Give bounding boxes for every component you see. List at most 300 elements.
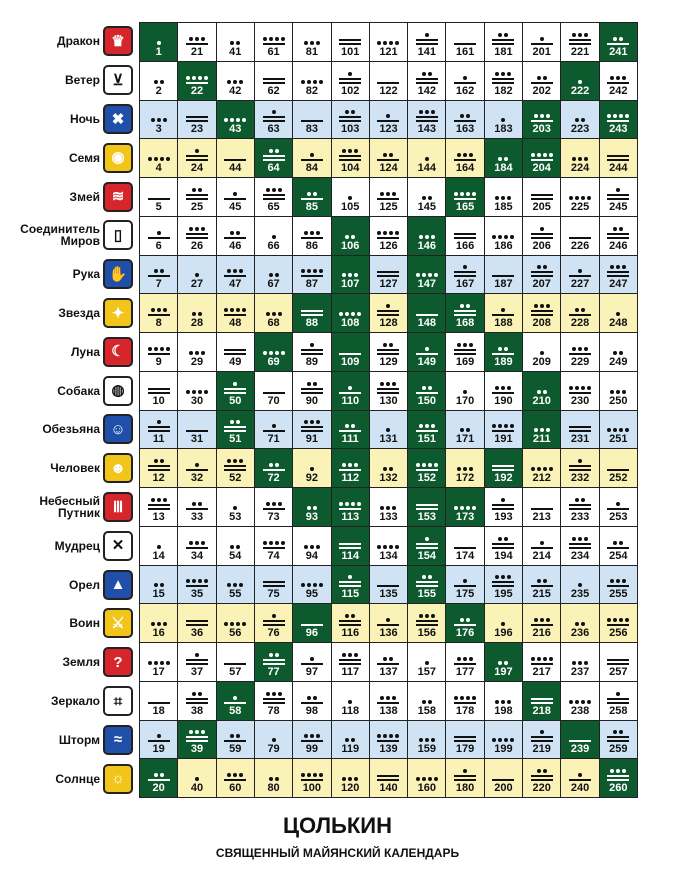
tone-symbol [186, 227, 208, 239]
day-number: 55 [229, 588, 242, 601]
day-cell [293, 62, 330, 100]
tone-symbol [531, 541, 553, 549]
day-cell [523, 682, 560, 720]
day-cell [446, 759, 483, 797]
tone-symbol [531, 194, 553, 200]
day-cell [523, 333, 560, 371]
tone-symbol [492, 347, 514, 355]
day-number: 93 [305, 510, 318, 523]
day-cell [561, 256, 598, 294]
day-number: 70 [267, 394, 280, 407]
tone-symbol [263, 614, 285, 626]
day-number: 229 [570, 355, 590, 368]
day-cell [600, 721, 637, 759]
day-cell [523, 101, 560, 139]
seal-label: Рука [72, 267, 100, 282]
day-cell [370, 217, 407, 255]
day-cell [217, 62, 254, 100]
day-number: 117 [341, 665, 360, 678]
tone-symbol [224, 696, 246, 704]
day-number: 178 [455, 704, 475, 717]
day-number: 133 [379, 510, 398, 523]
day-number: 192 [494, 472, 513, 484]
tone-symbol [575, 118, 585, 122]
day-number: 68 [267, 317, 280, 329]
seal-label: Солнце [55, 771, 100, 786]
day-cell [561, 759, 598, 797]
day-number: 146 [417, 239, 436, 252]
tone-symbol [569, 773, 591, 781]
day-cell [485, 294, 522, 332]
day-cell [446, 101, 483, 139]
day-number: 179 [455, 743, 475, 756]
day-cell [332, 178, 369, 216]
tone-symbol [416, 537, 438, 549]
tone-symbol [607, 428, 629, 432]
tone-symbol [531, 265, 553, 277]
day-cell [600, 566, 637, 604]
day-cell [332, 566, 369, 604]
seal-label: Мудрец [54, 538, 100, 553]
day-cell [370, 566, 407, 604]
tone-symbol [495, 196, 511, 200]
day-number: 89 [305, 355, 318, 368]
tone-symbol [224, 459, 246, 471]
day-cell [370, 759, 407, 797]
day-number: 96 [305, 627, 318, 639]
day-number: 181 [494, 45, 513, 58]
day-number: 87 [305, 278, 318, 291]
day-cell [140, 682, 177, 720]
day-number: 46 [229, 239, 242, 252]
day-cell [178, 566, 215, 604]
day-number: 82 [305, 84, 318, 97]
day-number: 22 [190, 84, 204, 97]
day-number: 248 [609, 317, 628, 329]
tone-symbol [230, 41, 240, 45]
day-number: 147 [417, 278, 436, 291]
day-number: 65 [267, 200, 280, 213]
day-cell [561, 604, 598, 642]
day-number: 140 [379, 782, 398, 794]
day-number: 249 [609, 355, 628, 368]
day-cell [178, 449, 215, 487]
day-number: 25 [190, 200, 204, 213]
tone-symbol [495, 700, 511, 704]
day-number: 244 [609, 162, 628, 174]
day-cell [446, 721, 483, 759]
day-number: 186 [494, 239, 513, 252]
day-number: 105 [341, 200, 360, 213]
tone-symbol [377, 657, 399, 665]
seal-label: Воин [69, 616, 100, 631]
day-number: 78 [267, 704, 280, 717]
day-cell [178, 333, 215, 371]
tone-symbol [607, 265, 629, 277]
tone-symbol [416, 72, 438, 84]
day-cell [140, 217, 177, 255]
day-cell [370, 488, 407, 526]
day-number: 84 [305, 162, 318, 174]
tone-symbol [224, 773, 246, 781]
day-cell [370, 178, 407, 216]
day-cell [255, 333, 292, 371]
day-number: 222 [570, 84, 590, 97]
day-number: 26 [190, 239, 204, 252]
day-number: 148 [417, 317, 436, 329]
day-number: 13 [152, 510, 165, 523]
human-glyph-icon: ☻ [103, 453, 133, 483]
day-cell [523, 527, 560, 565]
day-cell [561, 333, 598, 371]
tone-symbol [224, 349, 246, 355]
day-number: 167 [455, 278, 475, 291]
day-cell [561, 527, 598, 565]
day-number: 53 [229, 510, 242, 523]
day-cell [178, 759, 215, 797]
tone-symbol [157, 41, 161, 45]
day-cell [600, 372, 637, 410]
tone-symbol [301, 696, 323, 704]
day-cell [523, 256, 560, 294]
seal-label: Собака [57, 383, 100, 398]
day-number: 31 [190, 433, 204, 446]
tone-symbol [301, 192, 323, 200]
day-cell [446, 217, 483, 255]
tone-symbol [578, 80, 582, 84]
day-number: 236 [570, 627, 590, 639]
day-cell [293, 23, 330, 61]
day-number: 54 [229, 549, 242, 562]
day-number: 95 [305, 588, 318, 601]
day-cell [332, 23, 369, 61]
day-cell [140, 333, 177, 371]
tone-symbol [607, 579, 629, 587]
day-number: 183 [494, 123, 513, 136]
tone-symbol [263, 110, 285, 122]
day-cell [293, 604, 330, 642]
day-cell [485, 566, 522, 604]
day-number: 129 [379, 355, 398, 368]
tone-symbol [454, 343, 476, 355]
tone-symbol [186, 37, 208, 45]
day-cell [370, 604, 407, 642]
day-number: 208 [532, 317, 551, 329]
day-cell [178, 178, 215, 216]
day-cell [255, 566, 292, 604]
day-cell [140, 62, 177, 100]
tone-symbol [263, 653, 285, 665]
day-number: 152 [417, 472, 436, 484]
day-number: 253 [609, 510, 628, 523]
day-cell [523, 294, 560, 332]
day-number: 18 [152, 704, 165, 717]
tone-symbol [263, 692, 285, 704]
tone-symbol [454, 192, 476, 200]
day-number: 75 [267, 588, 280, 601]
tone-symbol [531, 508, 553, 510]
tone-symbol [531, 579, 553, 587]
day-number: 134 [379, 549, 398, 562]
day-cell [332, 643, 369, 681]
day-number: 108 [341, 317, 360, 329]
tone-symbol [492, 465, 514, 471]
tone-symbol [148, 308, 170, 316]
day-number: 223 [570, 123, 590, 136]
day-cell [370, 101, 407, 139]
day-number: 35 [190, 588, 204, 601]
day-number: 231 [570, 433, 590, 446]
day-cell [600, 294, 637, 332]
day-number: 51 [229, 433, 242, 446]
day-number: 11 [152, 433, 165, 446]
day-number: 100 [302, 782, 322, 794]
tone-symbol [569, 308, 591, 316]
day-cell [140, 411, 177, 449]
tone-symbol [569, 196, 591, 200]
tone-symbol [148, 269, 170, 277]
tone-symbol [540, 351, 544, 355]
day-cell [332, 372, 369, 410]
tone-symbol [339, 543, 361, 549]
day-number: 138 [379, 704, 398, 717]
day-cell [408, 721, 445, 759]
day-number: 19 [152, 743, 165, 756]
day-cell [255, 23, 292, 61]
day-number: 227 [570, 278, 590, 291]
day-number: 169 [455, 355, 475, 368]
day-number: 203 [532, 123, 551, 136]
day-number: 90 [305, 394, 318, 407]
day-number: 170 [455, 394, 475, 407]
day-number: 121 [379, 45, 398, 58]
day-cell [140, 527, 177, 565]
day-number: 156 [417, 627, 436, 639]
day-number: 150 [417, 394, 436, 407]
tone-symbol [151, 622, 167, 626]
day-number: 180 [455, 782, 475, 794]
day-number: 67 [267, 278, 280, 291]
tone-symbol [263, 424, 285, 432]
day-number: 91 [305, 433, 318, 446]
day-cell [293, 527, 330, 565]
day-cell [332, 604, 369, 642]
worldbridger-glyph-icon: ▯ [103, 220, 133, 250]
tone-symbol [531, 467, 553, 471]
day-number: 255 [609, 588, 628, 601]
seal-label: Семя [68, 150, 100, 165]
day-cell [332, 139, 369, 177]
tone-symbol [419, 738, 435, 742]
day-number: 198 [494, 704, 513, 717]
day-number: 256 [609, 627, 628, 639]
day-cell [523, 488, 560, 526]
day-number: 123 [379, 123, 398, 136]
day-number: 8 [155, 317, 162, 329]
tone-symbol [607, 37, 629, 45]
day-number: 60 [229, 782, 242, 794]
day-cell [370, 721, 407, 759]
tone-symbol [148, 347, 170, 355]
tone-symbol [195, 273, 199, 277]
day-number: 64 [267, 162, 280, 174]
tone-symbol [460, 428, 470, 432]
day-number: 107 [341, 278, 360, 291]
day-cell [140, 643, 177, 681]
day-cell [485, 411, 522, 449]
day-cell [446, 372, 483, 410]
day-number: 29 [190, 355, 204, 368]
tone-symbol [531, 769, 553, 781]
day-number: 124 [379, 162, 398, 174]
day-number: 77 [267, 665, 280, 678]
day-number: 161 [455, 45, 475, 58]
day-number: 32 [190, 472, 204, 484]
day-number: 4 [155, 162, 162, 174]
tone-symbol [425, 661, 429, 665]
tone-symbol [224, 663, 246, 665]
day-cell [178, 604, 215, 642]
day-cell [217, 178, 254, 216]
day-number: 226 [570, 239, 590, 252]
day-cell [446, 62, 483, 100]
day-number: 232 [570, 472, 590, 484]
tone-symbol [339, 575, 361, 587]
day-number: 165 [455, 200, 475, 213]
day-cell [561, 721, 598, 759]
day-cell [217, 372, 254, 410]
tone-symbol [569, 537, 591, 549]
tone-symbol [301, 773, 323, 781]
day-cell [446, 333, 483, 371]
day-number: 45 [229, 200, 242, 213]
seal-label: Человек [50, 461, 100, 476]
tone-symbol [386, 428, 390, 432]
day-cell [600, 643, 637, 681]
day-number: 220 [532, 782, 551, 794]
day-cell [140, 294, 177, 332]
day-cell [217, 643, 254, 681]
tone-symbol [377, 343, 399, 355]
day-number: 15 [152, 588, 165, 601]
tone-symbol [416, 33, 438, 45]
tone-symbol [377, 82, 399, 84]
tone-symbol [377, 696, 399, 704]
day-cell [446, 294, 483, 332]
tone-symbol [186, 188, 208, 200]
day-cell [140, 488, 177, 526]
day-cell [523, 62, 560, 100]
day-cell [140, 759, 177, 797]
day-cell [446, 178, 483, 216]
day-number: 144 [417, 162, 436, 174]
tone-symbol [148, 498, 170, 510]
day-cell [217, 604, 254, 642]
tone-symbol [498, 157, 508, 161]
tone-symbol [192, 312, 202, 316]
tone-symbol [186, 149, 208, 161]
day-number: 34 [190, 549, 204, 562]
day-cell [523, 643, 560, 681]
tone-symbol [301, 657, 323, 665]
day-cell [332, 449, 369, 487]
day-cell [217, 527, 254, 565]
day-number: 56 [229, 627, 242, 639]
day-cell [178, 217, 215, 255]
day-number: 114 [341, 549, 360, 562]
hand-glyph-icon: ✋ [103, 259, 133, 289]
tone-symbol [607, 114, 629, 122]
day-cell [217, 449, 254, 487]
tone-symbol [616, 312, 620, 316]
day-cell [446, 566, 483, 604]
day-cell [523, 23, 560, 61]
day-number: 99 [305, 743, 318, 756]
tone-symbol [454, 304, 476, 316]
tone-symbol [148, 661, 170, 665]
tone-symbol [186, 430, 208, 432]
day-cell [485, 333, 522, 371]
tone-symbol [154, 80, 164, 84]
day-number: 251 [609, 433, 628, 446]
tone-symbol [224, 269, 246, 277]
day-cell [370, 62, 407, 100]
tone-symbol [272, 235, 276, 239]
wizard-glyph-icon: ✕ [103, 531, 133, 561]
tone-symbol [339, 653, 361, 665]
tone-symbol [492, 537, 514, 549]
day-cell [523, 372, 560, 410]
day-cell [178, 411, 215, 449]
tone-symbol [377, 585, 399, 587]
moon-glyph-icon: ☾ [103, 337, 133, 367]
day-number: 88 [305, 317, 318, 329]
day-number: 132 [379, 472, 398, 484]
day-number: 238 [570, 704, 590, 717]
day-number: 201 [532, 45, 551, 58]
tone-symbol [342, 777, 358, 781]
day-number: 76 [267, 627, 280, 639]
tone-symbol [531, 227, 553, 239]
day-number: 215 [532, 588, 551, 601]
serpent-glyph-icon: ≋ [103, 182, 133, 212]
seal-label: Шторм [58, 732, 100, 747]
day-cell [293, 488, 330, 526]
day-number: 36 [190, 627, 204, 639]
day-number: 102 [341, 84, 360, 97]
day-number: 41 [229, 45, 242, 58]
day-number: 86 [305, 239, 318, 252]
day-cell [408, 62, 445, 100]
tone-symbol [348, 700, 352, 704]
day-number: 260 [609, 782, 628, 794]
tone-symbol [304, 41, 320, 45]
day-cell [446, 488, 483, 526]
day-cell [217, 411, 254, 449]
day-cell [600, 178, 637, 216]
day-number: 110 [341, 394, 360, 407]
day-cell [408, 643, 445, 681]
day-number: 73 [267, 510, 280, 523]
tone-symbol [230, 545, 240, 549]
tone-symbol [310, 467, 314, 471]
day-number: 241 [609, 45, 628, 58]
tone-symbol [454, 736, 476, 742]
day-cell [600, 256, 637, 294]
day-cell [561, 101, 598, 139]
day-number: 254 [609, 549, 628, 562]
day-cell [140, 372, 177, 410]
